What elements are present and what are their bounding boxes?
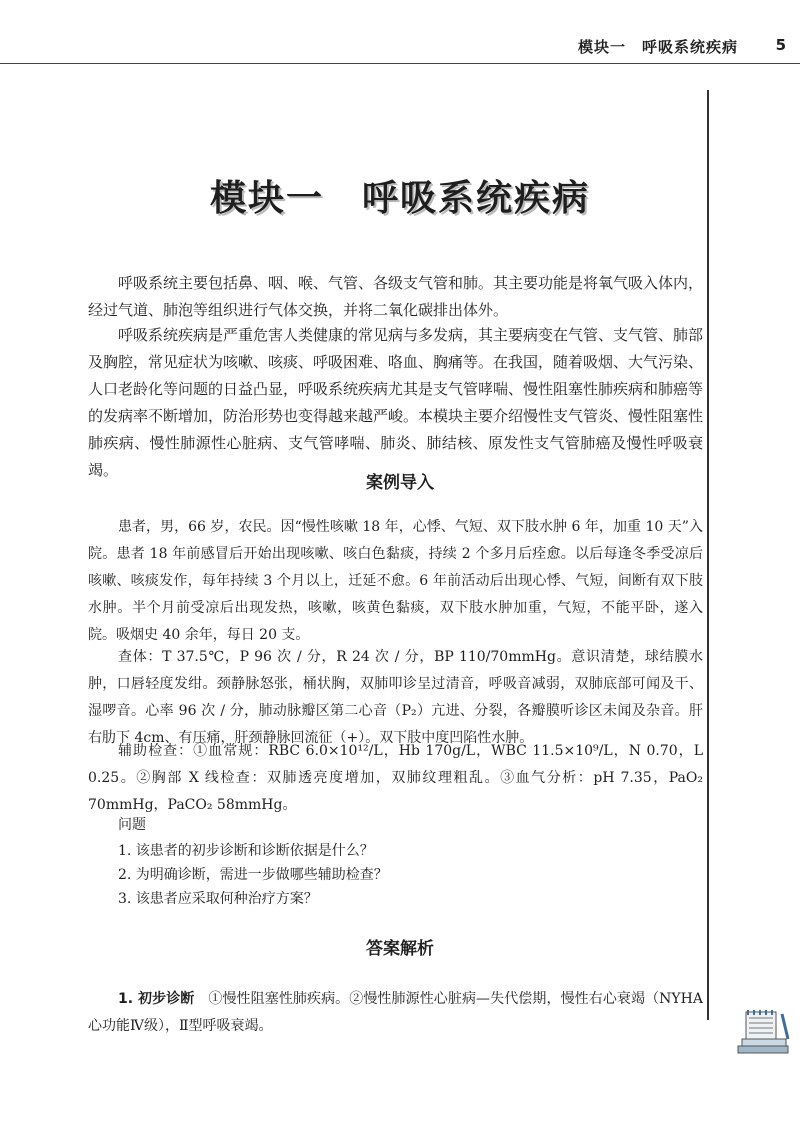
case-section-title: 案例导入	[366, 473, 434, 493]
case-aux-exam: 辅助检查：①血常规：RBC 6.0×10¹²/L，Hb 170g/L，WBC 11.5×10⁹/L，N 0.70，L 0.25。②胸部 X 线检查：双肺透亮度增加，双肺纹理粗乱。③血气分析：pH 7.35，PaO₂ 70mmHg，PaCO₂ 58mmHg。	[88, 743, 703, 813]
running-head-title: 模块一 呼吸系统疾病	[577, 38, 738, 56]
case-history: 患者，男，66 岁，农民。因“慢性咳嗽 18 年，心悸、气短、双下肢水肿 6 年，加重 10 天”入院。患者 18 年前感冒后开始出现咳嗽、咳白色黏痰，持续 2 个多月后痊愈。以后每逢冬季受凉后咳嗽、咳痰发作，每年持续 3 个月以上，迁延不愈。6 年前活动后出现心悸、气短，间断有双下肢水肿。半个月前受凉后出现发热，咳嗽，咳黄色黏痰，双下肢水肿加重，气短，不能平卧，遂入院。吸烟史 40 余年，每日 20 支。	[88, 519, 703, 643]
answer-section-title: 答案解析	[366, 939, 434, 959]
questions-label: 问题	[118, 817, 146, 833]
header-rule	[0, 63, 800, 64]
books-icon	[734, 1006, 794, 1056]
question-item: 3. 该患者应采取何种治疗方案？	[118, 891, 318, 907]
module-title: 模块一 呼吸系统疾病	[209, 178, 590, 219]
question-item: 2. 为明确诊断，需进一步做哪些辅助检查？	[118, 867, 388, 883]
answer-item-1-lead: 1. 初步诊断	[118, 991, 195, 1007]
case-physical-exam: 查体：T 37.5℃，P 96 次 / 分，R 24 次 / 分，BP 110/70mmHg。意识清楚，球结膜水肿，口唇轻度发绀。颈静脉怒张，桶状胸，双肺叩诊呈过清音，呼吸音减弱，双肺底部可闻及干、湿啰音。心率 96 次 / 分，肺动脉瓣区第二心音（P₂）亢进、分裂，各瓣膜听诊区未闻及杂音。肝右肋下 4cm、有压痛，肝颈静脉回流征（+）。双下肢中度凹陷性水肿。	[88, 649, 703, 746]
answer-item-1-text: ①慢性阻塞性肺疾病。②慢性肺源性心脏病—失代偿期，慢性右心衰竭（NYHA 心功能Ⅳ级），Ⅱ型呼吸衰竭。	[88, 991, 703, 1034]
margin-rule	[707, 90, 709, 1020]
intro-paragraph-1: 呼吸系统主要包括鼻、咽、喉、气管、各级支气管和肺。其主要功能是将氧气吸入体内，经过气道、肺泡等组织进行气体交换，并将二氧化碳排出体外。	[88, 274, 704, 319]
intro-paragraph-2: 呼吸系统疾病是严重危害人类健康的常见病与多发病，其主要病变在气管、支气管、肺部及胸腔，常见症状为咳嗽、咳痰、呼吸困难、咯血、胸痛等。在我国，随着吸烟、大气污染、人口老龄化等问题的日益凸显，呼吸系统疾病尤其是支气管哮喘、慢性阻塞性肺疾病和肺癌等的发病率不断增加，防治形势也变得越来越严峻。本模块主要介绍慢性支气管炎、慢性阻塞性肺疾病、慢性肺源性心脏病、支气管哮喘、肺炎、肺结核、原发性支气管肺癌及慢性呼吸衰竭。	[88, 326, 704, 479]
answer-item-1	[88, 986, 703, 1040]
question-item: 1. 该患者的初步诊断和诊断依据是什么？	[118, 843, 374, 859]
page-header	[0, 0, 800, 66]
page-number: 5	[775, 36, 786, 54]
